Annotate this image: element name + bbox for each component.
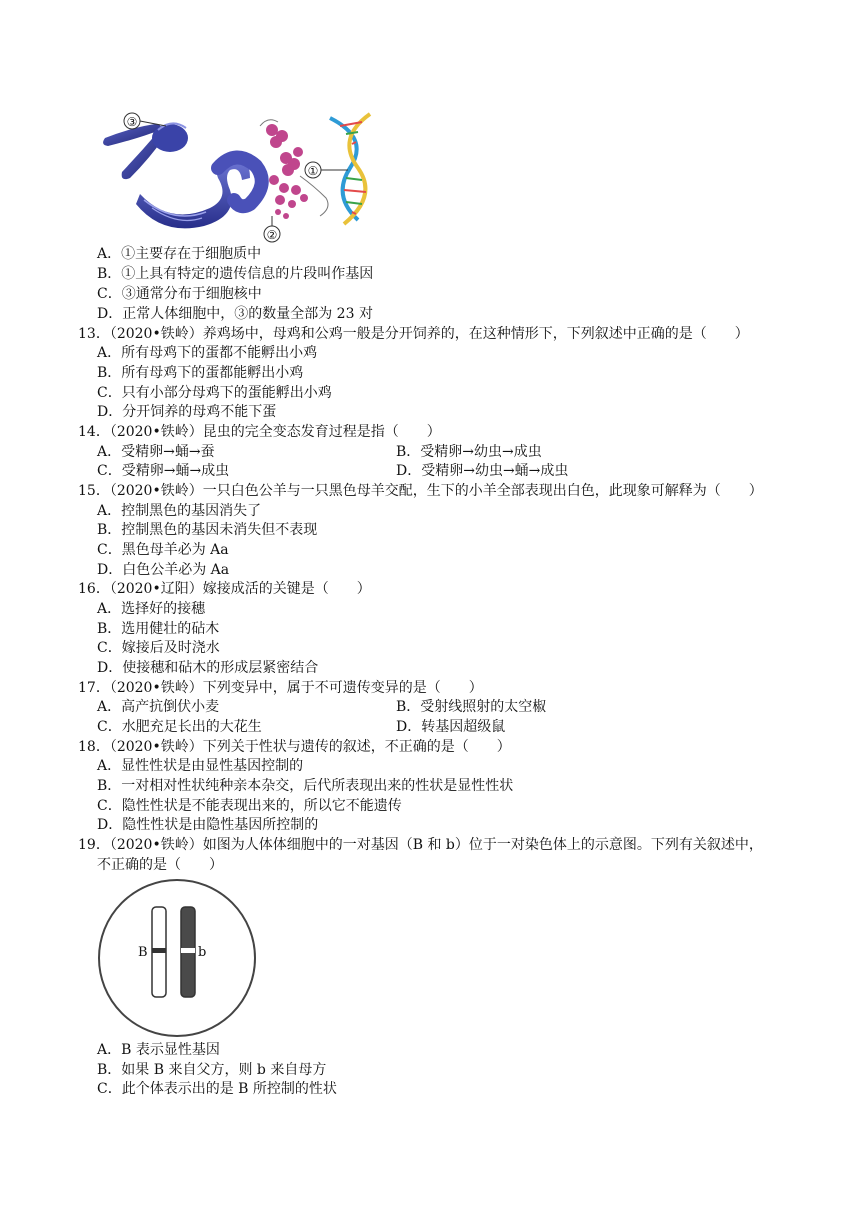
q17-option-c: C．水肥充足长出的大花生 bbox=[97, 719, 262, 735]
chromosome-dna-figure bbox=[100, 108, 390, 244]
callout-2-label: ② bbox=[266, 228, 278, 242]
gene-b-recessive-band bbox=[181, 948, 195, 953]
q15-stem: 15．（2020•铁岭）一只白色公羊与一只黑色母羊交配，生下的小羊全部表现出白色，此现象可解释为（ ） bbox=[78, 483, 763, 499]
q12-option-c: C．③通常分布于细胞核中 bbox=[97, 286, 262, 302]
q13-stem: 13．（2020•铁岭）养鸡场中，母鸡和公鸡一般是分开饲养的，在这种情形下，下列叙述中正确的是（ ） bbox=[78, 326, 749, 342]
q18-option-a: A．显性性状是由显性基因控制的 bbox=[97, 758, 304, 774]
gene-b-dominant-band bbox=[152, 948, 166, 953]
q12-option-d: D．正常人体细胞中，③的数量全部为 23 对 bbox=[97, 306, 373, 322]
q14-option-c: C．受精卵→蛹→成虫 bbox=[97, 463, 230, 479]
q15-option-c: C．黑色母羊必为 Aa bbox=[97, 542, 229, 558]
q14-stem: 14．（2020•铁岭）昆虫的完全变态发育过程是指（ ） bbox=[78, 424, 441, 440]
q13-option-d: D．分开饲养的母鸡不能下蛋 bbox=[97, 404, 277, 420]
q16-option-c: C．嫁接后及时浇水 bbox=[97, 640, 220, 656]
q19-option-c: C．此个体表示出的是 B 所控制的性状 bbox=[97, 1081, 337, 1097]
q18-option-c: C．隐性性状是不能表现出来的，所以它不能遗传 bbox=[97, 798, 402, 814]
q19-option-a: A．B 表示显性基因 bbox=[97, 1042, 220, 1058]
nucleosome-beads bbox=[266, 124, 308, 219]
q16-stem: 16．（2020•辽阳）嫁接成活的关键是（ ） bbox=[78, 581, 371, 597]
q19-stem-line2: 不正确的是（ ） bbox=[97, 857, 223, 873]
q14-option-a: A．受精卵→蛹→蚕 bbox=[97, 444, 215, 460]
q14-option-d: D．受精卵→幼虫→蛹→成虫 bbox=[396, 463, 569, 479]
q19-option-b: B．如果 B 来自父方，则 b 来自母方 bbox=[97, 1062, 327, 1078]
q17-stem: 17．（2020•铁岭）下列变异中，属于不可遗传变异的是（ ） bbox=[78, 680, 483, 696]
callout-1-label: ① bbox=[307, 164, 319, 178]
gene-label-lower-b: b bbox=[198, 945, 207, 960]
q12-option-a: A．①主要存在于细胞质中 bbox=[97, 246, 262, 262]
q17-option-a: A．高产抗倒伏小麦 bbox=[97, 699, 220, 715]
q17-option-b: B．受射线照射的太空椒 bbox=[396, 699, 547, 715]
q15-option-a: A．控制黑色的基因消失了 bbox=[97, 503, 262, 519]
gene-label-upper-b: B bbox=[138, 945, 148, 960]
q13-option-a: A．所有母鸡下的蛋都不能孵出小鸡 bbox=[97, 345, 318, 361]
q13-option-b: B．所有母鸡下的蛋都能孵出小鸡 bbox=[97, 365, 304, 381]
q18-option-b: B．一对相对性状纯种亲本杂交，后代所表现出来的性状是显性性状 bbox=[97, 778, 514, 794]
cell-outline bbox=[99, 880, 255, 1036]
q18-stem: 18．（2020•铁岭）下列关于性状与遗传的叙述，不正确的是（ ） bbox=[78, 739, 511, 755]
q18-option-d: D．隐性性状是由隐性基因所控制的 bbox=[97, 817, 319, 833]
supercoil-shape bbox=[136, 157, 262, 228]
q15-option-b: B．控制黑色的基因未消失但不表现 bbox=[97, 522, 318, 538]
q16-option-d: D．使接穗和砧木的形成层紧密结合 bbox=[97, 660, 319, 676]
q16-option-a: A．选择好的接穗 bbox=[97, 601, 206, 617]
callout-3-label: ③ bbox=[126, 115, 138, 129]
q15-option-d: D．白色公羊必为 Aa bbox=[97, 562, 230, 578]
q14-option-b: B．受精卵→幼虫→成虫 bbox=[396, 444, 542, 460]
q12-option-b: B．①上具有特定的遗传信息的片段叫作基因 bbox=[97, 266, 374, 282]
chromosome-shape bbox=[103, 123, 188, 179]
dna-helix bbox=[330, 114, 370, 224]
chromosome-pair-figure bbox=[95, 878, 265, 1038]
q13-option-c: C．只有小部分母鸡下的蛋能孵出小鸡 bbox=[97, 385, 332, 401]
q19-stem-line1: 19．（2020•铁岭）如图为人体体细胞中的一对基因（B 和 b）位于一对染色体上的示意图。下列有关叙述中， bbox=[78, 837, 763, 853]
q16-option-b: B．选用健壮的砧木 bbox=[97, 621, 220, 637]
q17-option-d: D．转基因超级鼠 bbox=[396, 719, 506, 735]
